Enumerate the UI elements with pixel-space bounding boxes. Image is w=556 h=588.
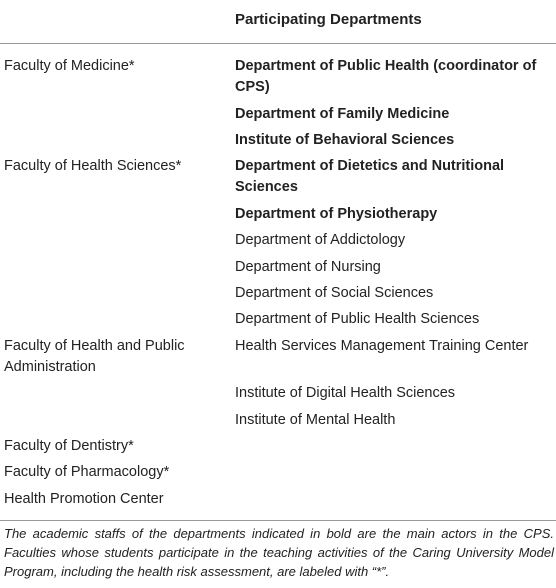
faculty-cell: Faculty of Pharmacology*: [4, 464, 170, 480]
department-cell: Department of Public Health Sciences: [235, 311, 480, 327]
faculty-cell: Faculty of Health and Public Administration: [4, 338, 185, 375]
faculty-cell: Faculty of Dentistry*: [4, 438, 134, 454]
department-cell: Department of Social Sciences: [235, 285, 434, 301]
department-cell: Department of Family Medicine: [235, 106, 450, 122]
department-cell: Health Services Management Training Center: [235, 338, 529, 354]
department-cell: Institute of Digital Health Sciences: [235, 385, 456, 401]
faculty-cell: Faculty of Health Sciences*: [4, 158, 182, 174]
department-cell: Department of Dietetics and Nutritional Sciences: [235, 158, 505, 195]
faculty-cell: Health Promotion Center: [4, 491, 164, 507]
department-cell: Department of Nursing: [235, 259, 381, 275]
department-cell: Institute of Mental Health: [235, 412, 396, 428]
table-footer-divider: [0, 520, 556, 521]
column-header-departments: Participating Departments: [235, 11, 422, 28]
department-cell: Department of Physiotherapy: [235, 206, 438, 222]
department-cell: Institute of Behavioral Sciences: [235, 132, 455, 148]
table-footnote: The academic staffs of the departments indicated in bold are the main actors in the CPS. Faculties whose students participate in the teaching activities of the Caring University Model Program, including the health risk assessment, are labeled with “*”.: [4, 526, 554, 579]
department-cell: Department of Public Health (coordinator of CPS): [235, 58, 537, 95]
department-cell: Department of Addictology: [235, 232, 406, 248]
faculty-cell: Faculty of Medicine*: [4, 58, 135, 74]
table-header: [0, 0, 556, 44]
